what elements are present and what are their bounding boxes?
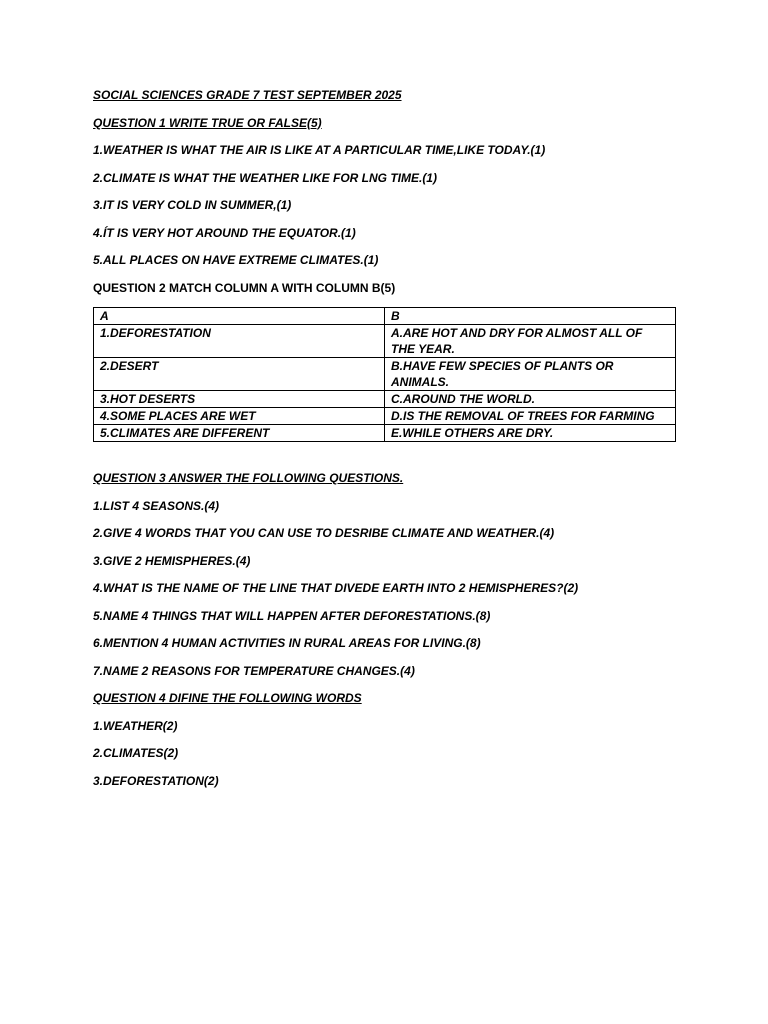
column-b-cell: D.IS THE REMOVAL OF TREES FOR FARMING xyxy=(385,408,676,425)
question-3-item: 2.GIVE 4 WORDS THAT YOU CAN USE TO DESRIBE CLIMATE AND WEATHER.(4) xyxy=(93,526,555,540)
table-row xyxy=(94,325,676,358)
table-row xyxy=(94,391,676,408)
question-3-item: 5.NAME 4 THINGS THAT WILL HAPPEN AFTER DEFORESTATIONS.(8) xyxy=(93,608,491,623)
table-row xyxy=(94,425,676,442)
question-1-item: 3.IT IS VERY COLD IN SUMMER,(1) xyxy=(93,198,292,212)
question-4-item: 1.WEATHER(2) xyxy=(93,718,178,733)
question-1-heading: QUESTION 1 WRITE TRUE OR FALSE(5) xyxy=(93,115,322,130)
question-4-heading: QUESTION 4 DIFINE THE FOLLOWING WORDS xyxy=(93,691,362,705)
question-1-item: 2.CLIMATE IS WHAT THE WEATHER LIKE FOR LNG TIME.(1) xyxy=(93,170,437,185)
column-b-cell: E.WHILE OTHERS ARE DRY. xyxy=(385,425,676,442)
question-4-item: 2.CLIMATES(2) xyxy=(93,746,179,760)
test-document xyxy=(93,87,675,800)
question-3-heading: QUESTION 3 ANSWER THE FOLLOWING QUESTIONS. xyxy=(93,471,404,485)
question-4-item: 3.DEFORESTATION(2) xyxy=(93,773,219,788)
column-a-cell: 1.DEFORESTATION xyxy=(94,325,385,358)
column-a-header: A xyxy=(94,308,385,325)
column-b-header: B xyxy=(385,308,676,325)
question-2-heading: QUESTION 2 MATCH COLUMN A WITH COLUMN B(5) xyxy=(93,280,396,295)
question-3-item: 7.NAME 2 REASONS FOR TEMPERATURE CHANGES.(4) xyxy=(93,663,415,678)
document-title: SOCIAL SCIENCES GRADE 7 TEST SEPTEMBER 2025 xyxy=(93,88,402,102)
column-b-cell: A.ARE HOT AND DRY FOR ALMOST ALL OF THE YEAR. xyxy=(385,325,676,358)
column-b-cell: C.AROUND THE WORLD. xyxy=(385,391,676,408)
question-3-item: 6.MENTION 4 HUMAN ACTIVITIES IN RURAL AREAS FOR LIVING.(8) xyxy=(93,636,481,650)
column-b-cell: B.HAVE FEW SPECIES OF PLANTS OR ANIMALS. xyxy=(385,358,676,391)
column-a-cell: 3.HOT DESERTS xyxy=(94,391,385,408)
question-1-item: 1.WEATHER IS WHAT THE AIR IS LIKE AT A PARTICULAR TIME,LIKE TODAY.(1) xyxy=(93,143,546,157)
column-a-cell: 2.DESERT xyxy=(94,358,385,391)
match-columns-table xyxy=(93,307,676,442)
question-3-item: 3.GIVE 2 HEMISPHERES.(4) xyxy=(93,553,251,568)
question-3-item: 4.WHAT IS THE NAME OF THE LINE THAT DIVEDE EARTH INTO 2 HEMISPHERES?(2) xyxy=(93,581,579,595)
question-1-item: 4.ÍT IS VERY HOT AROUND THE EQUATOR.(1) xyxy=(93,225,356,240)
question-1-item: 5.ALL PLACES ON HAVE EXTREME CLIMATES.(1) xyxy=(93,253,379,267)
question-3-item: 1.LIST 4 SEASONS.(4) xyxy=(93,498,220,513)
column-a-cell: 5.CLIMATES ARE DIFFERENT xyxy=(94,425,385,442)
table-row xyxy=(94,408,676,425)
column-a-cell: 4.SOME PLACES ARE WET xyxy=(94,408,385,425)
table-row xyxy=(94,358,676,391)
table-header-row xyxy=(94,308,676,325)
